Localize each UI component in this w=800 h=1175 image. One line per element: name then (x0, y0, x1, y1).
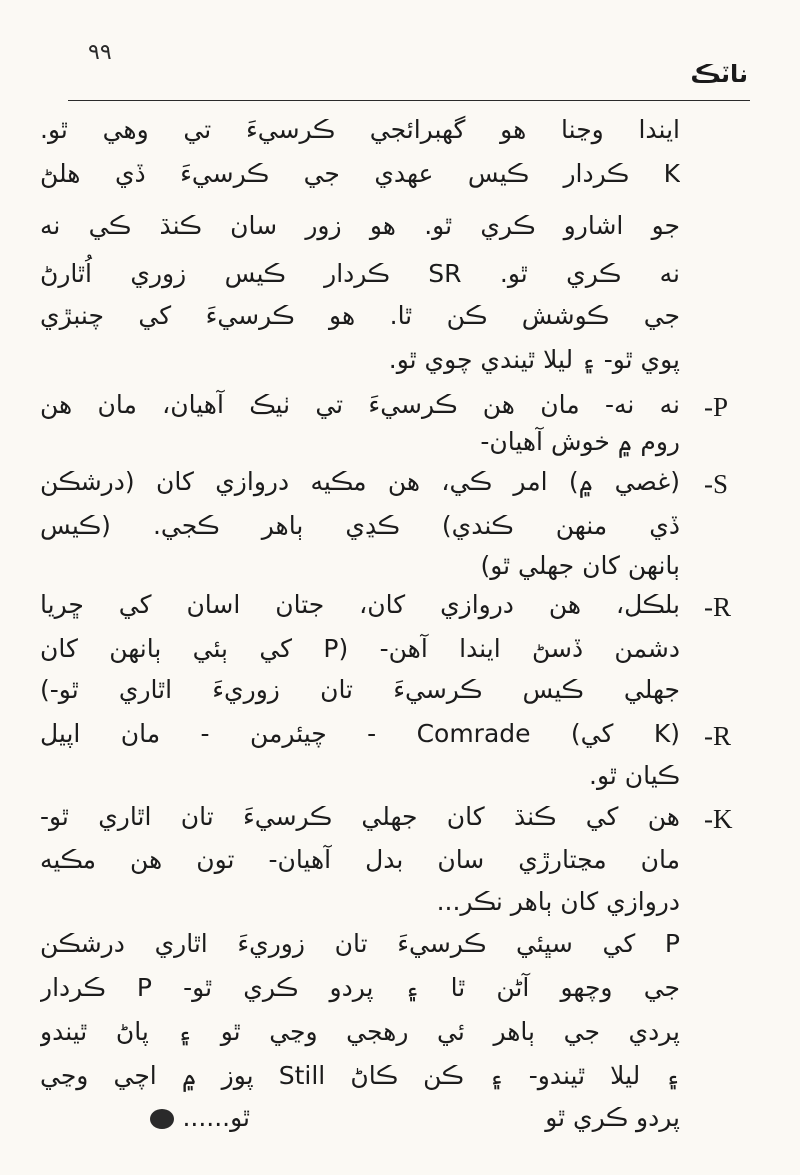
text-line: ڏي منهن ڪندي) ڪڍي ٻاهر ڪجي. (ڪيس (40, 511, 680, 540)
speaker-label: -P (704, 392, 729, 422)
text-line: نه نه- مان هن ڪرسيءَ تي ٺيڪ آهيان، مان هن (40, 390, 680, 419)
speaker-label: -S (704, 469, 729, 499)
end-dot-icon (150, 1109, 174, 1129)
text-line: P کي سڀئي ڪرسيءَ تان زوريءَ اٿاري درشڪن (40, 929, 680, 958)
final-text: ٿو...... (182, 1103, 250, 1132)
text-line: مان مڃتارڙي سان بدل آهيان- تون هن مڪيه (40, 845, 680, 874)
text-line: جي وچهو آڻن ٿا ۽ پردو ڪري ٿو- P ڪردار (40, 973, 680, 1002)
text-line: دروازي کان ٻاهر نڪر... (436, 887, 680, 916)
text-line: جهلي ڪيس ڪرسيءَ تان زوريءَ اٿاري ٿو-) (40, 675, 680, 704)
text-line: دشمن ڏسڻ ايندا آهن- (P کي ٻئي ٻانهن کان (40, 634, 680, 663)
text-line: (غصي ۾) امر ڪي، هن مڪيه دروازي کان (درشڪن (40, 467, 680, 496)
text-line: (K کي) Comrade - چيئرمن - مان اپيل (40, 719, 680, 748)
text-line: ڪيان ٿو. (589, 761, 680, 790)
text-line: ٻانهن کان جهلي ٿو) (480, 551, 680, 580)
running-title: ناٽڪ (690, 60, 748, 88)
text-line: روم ۾ خوش آهيان- (480, 427, 680, 456)
header-rule (68, 100, 750, 101)
text-line: پردو ڪري ٿو (545, 1103, 680, 1132)
text-line: K ڪردار ڪيس عهدي جي ڪرسيءَ ڏي هلڻ (40, 159, 680, 188)
text-line: پردي جي ٻاهر ئي رهجي وڃي ٿو ۽ پاڻ ٿيندو (40, 1017, 680, 1046)
text-line: ۽ ليلا ٿيندو- ۽ ڪن ڪاڻ Still پوز ۾ اچي وڃي (40, 1061, 680, 1090)
text-line: جو اشارو ڪري ٿو. هو زور سان ڪنڌ ڪي نه (40, 211, 680, 240)
text-line: بلڪل، هن دروازي کان، جتان اسان کي ڇريا (40, 590, 680, 619)
speaker-label: -R (704, 592, 731, 622)
speaker-label: -R (704, 721, 731, 751)
text-line: ايندا وڃنا هو گهبرائجي ڪرسيءَ تي وهي ٿو. (40, 115, 680, 144)
text-line: نه ڪري ٿو. SR ڪردار ڪيس زوري اُٿارڻ (40, 259, 680, 288)
text-line-final (40, 1096, 250, 1140)
page-number: ۹۹ (88, 40, 112, 65)
text-line: پوي ٿو- ۽ ليلا ٿيندي چوي ٿو. (388, 345, 680, 374)
text-line: هن کي ڪنڌ کان جهلي ڪرسيءَ تان اٿاري ٿو- (40, 802, 680, 831)
speaker-label: -K (704, 804, 733, 834)
text-line: جي ڪوشش ڪن ٿا. هو ڪرسيءَ کي چنبڙي (40, 301, 680, 330)
